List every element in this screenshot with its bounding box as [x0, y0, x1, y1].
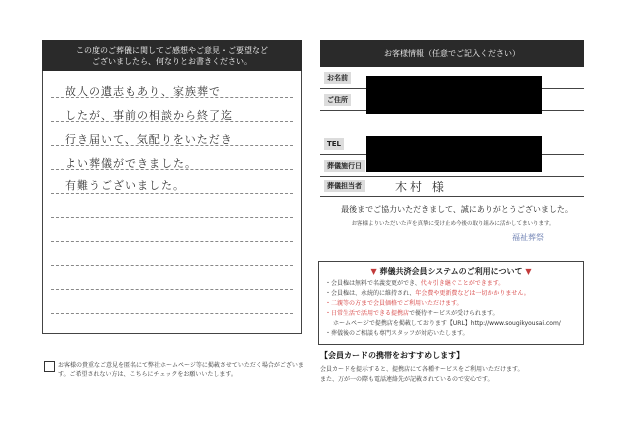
handwritten-line: 故人の遺志もあり、家族葬で: [65, 85, 221, 98]
address-label: ご住所: [324, 94, 351, 106]
comment-header-line1: この度のご葬儀に関してご感想やご意見・ご要望など: [76, 46, 268, 55]
triangle-icon: ▼: [525, 267, 532, 276]
ruled-line: [51, 193, 293, 194]
system-line-1a: ・会員権は無料で名義変更ができ、: [325, 280, 421, 287]
system-line-2a: ・会員権は、永続的に維持され、: [325, 290, 416, 297]
ruled-line: [51, 289, 293, 290]
card-title: 【会員カードの携帯をおすすめします】: [320, 351, 465, 360]
handwritten-line: よい葬儀ができました。: [65, 157, 197, 170]
thanks-message: 最後までご協力いただきまして、誠にありがとうございました。: [341, 205, 573, 214]
redaction-block: [366, 136, 542, 172]
system-line-4: [325, 310, 499, 318]
ruled-line: [51, 217, 293, 218]
ruled-line: [51, 241, 293, 242]
system-line-1: [325, 280, 504, 288]
card-line-1: 会員カードを提示すると、提携店にて各種サービスをご利用いただけます。: [320, 366, 524, 373]
system-line-4a: ・日常生活で活用できる提携店: [325, 310, 410, 317]
tel-label: TEL: [324, 138, 344, 150]
date-label: 葬儀施行日: [324, 160, 365, 172]
member-system-box: [318, 261, 584, 345]
staff-row[interactable]: [320, 175, 584, 197]
handwritten-line: したが、事前の相談から終了迄: [65, 109, 233, 122]
system-line-4b: で優待サービスが受けられます。: [409, 310, 499, 317]
staff-label: 葬儀担当者: [324, 180, 365, 192]
brand-logo: 福祉葬祭: [512, 233, 544, 242]
name-label: お名前: [324, 72, 351, 84]
system-line-3: ・二親等の方まで会員価格でご利用いただけます。: [325, 300, 463, 307]
member-system-title: [319, 266, 583, 277]
ruled-line: [51, 313, 293, 314]
address-row-2[interactable]: [320, 111, 584, 133]
anonymous-checkbox[interactable]: [44, 361, 55, 372]
ruled-line: [51, 265, 293, 266]
comment-area[interactable]: [42, 71, 302, 334]
triangle-icon: ▼: [370, 267, 377, 276]
comment-header: [42, 40, 302, 71]
checkbox-note: お客様の貴重なご意見を匿名にて弊社ホームページ等に掲載させていただく場合がございます。ご希望されない方は、こちらにチェックをお願いいたします。: [58, 362, 304, 378]
comment-header-line2: ございましたら、何なりとお書きください。: [92, 57, 252, 66]
system-url-line[interactable]: ホームページで提携店を掲載しております【URL】http://www.sougikyousai.com/: [333, 320, 561, 327]
card-line-2: また、万が一の際も電話連絡先が記載されているので安心です。: [320, 376, 494, 383]
staff-value: 木村 様: [395, 180, 447, 194]
member-system-title-text: 葬儀共済会員システムのご利用について: [379, 267, 523, 276]
handwritten-line: 有難うございました。: [65, 179, 185, 192]
customer-info-header: お客様情報（任意でご記入ください）: [320, 40, 584, 67]
system-line-6: ・葬儀後のご相談も専門スタッフが対応いたします。: [325, 330, 469, 337]
system-line-1b: 代々引き継ぐことができます。: [420, 280, 505, 287]
thanks-subtext: お客様よりいただいた声を真摯に受け止め今後の取り組みに活かしてまいります。: [351, 221, 555, 227]
handwritten-line: 行き届いて、気配りをいただき: [65, 133, 233, 146]
redaction-block: [366, 76, 542, 114]
system-line-2: [325, 290, 530, 298]
system-line-2b: 年会費や更新費などは一切かかりません。: [415, 290, 530, 297]
